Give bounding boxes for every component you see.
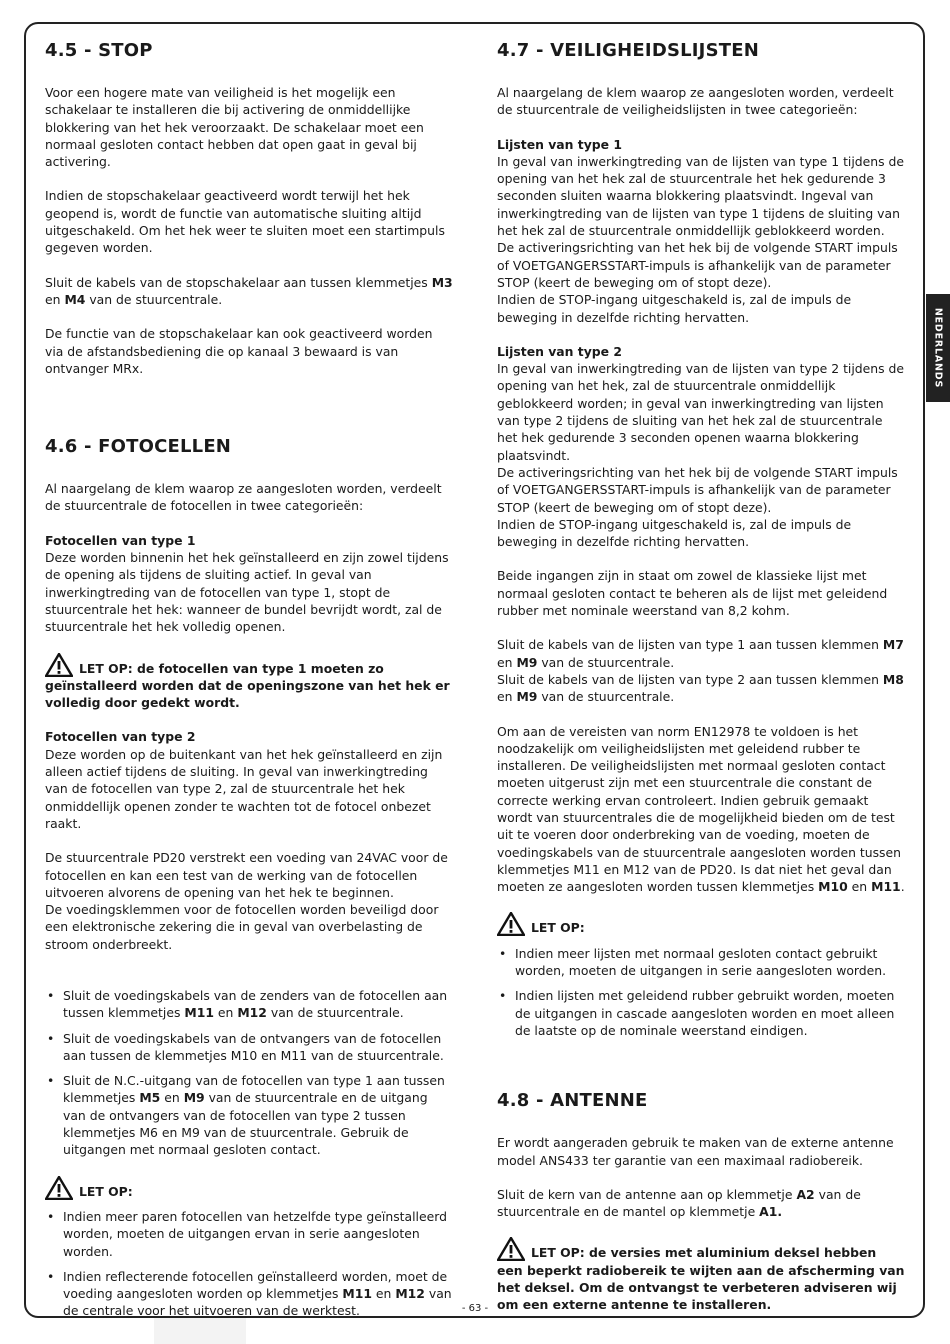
lijsten-warning: LET OP: — [497, 912, 905, 936]
left-column — [45, 40, 453, 1337]
antenne-paragraph-1: Er wordt aangeraden gebruik te maken van de externe antenne model ANS433 ter garantie van een maximaal radiobereik. — [497, 1135, 894, 1168]
stop-paragraph-1: Voor een hogere mate van veiligheid is het mogelijk een schakelaar te installeren die bij activering de onmiddellijke blokkering van het hek veroorzaakt. De schakelaar moet een normaal gesloten contact hebben dat open gaat in geval bij activering. — [45, 85, 424, 170]
fotocellen-warning-2: LET OP: — [45, 1176, 453, 1200]
stop-paragraph-4: De functie van de stopschakelaar kan ook geactiveerd worden via de afstandsbediening die op kanaal 3 bewaard is van ontvanger MRx. — [45, 326, 433, 376]
section-4-5-title: 4.5 - STOP — [45, 40, 153, 61]
warning-icon — [497, 1237, 525, 1261]
section-4-6-title: 4.6 - FOTOCELLEN — [45, 436, 232, 458]
warning-icon — [497, 912, 525, 936]
fotocellen-type1-text: Deze worden binnenin het hek geïnstalleerd en zijn zowel tijdens de opening als tijdens de sluiting actief. In geval van inwerkingtreding van de fotocellen van type 1, stopt de stuurcentrale het hek: wanneer de bundel bevrijdt wordt, zal de stuurcentrale het hek volledig openen. — [45, 550, 449, 635]
language-tab-label: NEDERLANDS — [932, 307, 944, 389]
list-item: • Sluit de N.C.-uitgang van de fotocellen van type 1 aan tussen klemmetjes M5 en M9 van de stuurcentrale en de uitgang van de ontvangers van de fotocellen van type 2 tussen klemmetjes M6 en M9 van de stuurcentrale. Gebruik de uitgangen met normaal gesloten contact. — [45, 1072, 453, 1158]
list-item: • Indien reflecterende fotocellen geïnstalleerd worden, moet de voeding aangesloten worden op klemmetjes M11 en M12 van de centrale voor het uitvoeren van de werktest. — [45, 1268, 453, 1320]
antenne-warning: LET OP: de versies met aluminium deksel hebben een beperkt radiobereik te wijten aan de afscherming van het deksel. Om de ontvangst te verbeteren adviseren wij om een externe antenne te installeren. — [497, 1237, 905, 1313]
lijsten-type2-title: Lijsten van type 2 — [497, 343, 623, 359]
list-item: • Indien meer lijsten met normaal gesloten contact gebruikt worden, moeten de uitgangen in serie aangesloten worden. — [497, 945, 905, 980]
lijsten-intro: Al naargelang de klem waarop ze aangesloten worden, verdeelt de stuurcentrale de veiligheidslijsten in twee categorieën: — [497, 85, 894, 118]
stop-paragraph-2: Indien de stopschakelaar geactiveerd wordt terwijl het hek geopend is, wordt de functie van automatische sluiting altijd uitgeschakeld. Om het hek weer te sluiten moet een startimpuls gegeven worden. — [45, 188, 445, 256]
fotocellen-type2-title: Fotocellen van type 2 — [45, 729, 196, 745]
lijsten-type1-title: Lijsten van type 1 — [497, 136, 623, 152]
lijsten-type1-text: In geval van inwerkingtreding van de lijsten van type 1 tijdens de opening van het hek zal de stuurcentrale het hek gedurende 3 seconden sluiten waarna blokkering plaatsvindt. Ingeval van inwerkingtreding van de lijsten van type 1 tijdens de sluiting van het hek zal de stuurcentrale onmiddellijk geblokkeerd worden. De activeringsrichting van het hek bij de volgende START impuls of VOETGANGERSSTART-impuls is afhankelijk van de parameter STOP (keert de beweging om of stopt deze). Indien de STOP-ingang uitgeschakeld is, zal de impuls de beweging in dezelfde richting hervatten. — [497, 153, 905, 325]
language-tab — [926, 294, 950, 402]
fotocellen-pd20: De stuurcentrale PD20 verstrekt een voeding van 24VAC voor de fotocellen en kan een test van de werking van de fotocellen uitvoeren alvorens de opening van het hek te beginnen. De voedingsklemmen voor de fotocellen worden beveiligd door een elektronische zekering die in geval van overbelasting de stroom onderbreekt. — [45, 850, 448, 952]
warning-icon — [45, 1176, 73, 1200]
list-item: • Indien lijsten met geleidend rubber gebruikt worden, moeten de uitgangen in cascade aangesloten worden en moet alleen de laatste op de nominale weerstand eindigen. — [497, 987, 905, 1039]
list-item: • Sluit de voedingskabels van de ontvangers van de fotocellen aan tussen de klemmetjes M10 en M11 van de stuurcentrale. — [45, 1030, 453, 1065]
right-column — [497, 40, 905, 1331]
fotocellen-type2-text: Deze worden op de buitenkant van het hek geïnstalleerd en zijn alleen actief tijdens de sluiting. In geval van inwerkingtreding van de fotocellen van type 2, zal de stuurcentrale het hek onmiddellijk openen zonder te wachten tot de fotocel onbezet raakt. — [45, 746, 443, 831]
fotocellen-type1-title: Fotocellen van type 1 — [45, 532, 196, 548]
fotocellen-intro: Al naargelang de klem waarop ze aangesloten worden, verdeelt de stuurcentrale de fotocellen in twee categorieën: — [45, 481, 442, 514]
fotocellen-bullet-list — [45, 987, 453, 1159]
warning-icon — [45, 653, 73, 677]
list-item: • Indien meer paren fotocellen van hetzelfde type geïnstalleerd worden, moeten de uitgangen ervan in serie aangesloten worden. — [45, 1208, 453, 1260]
lijsten-klemmen: Sluit de kabels van de lijsten van type 1 aan tussen klemmen M7 en M9 van de stuurcentrale. Sluit de kabels van de lijsten van type 2 aan tussen klemmen M8 en M9 van de stuurcentrale. — [497, 637, 904, 705]
list-item: • Sluit de voedingskabels van de zenders van de fotocellen aan tussen klemmetjes M11 en M12 van de stuurcentrale. — [45, 987, 453, 1022]
lijsten-type2-text: In geval van inwerkingtreding van de lijsten van type 2 tijdens de opening van het hek, zal de stuurcentrale onmiddellijk geblokkeerd worden; in geval van inwerkingtreding van lijsten van type 2 tijdens de sluiting van het hek zal de stuurcentrale het hek gedurende 3 seconden openen waarna blokkering plaatsvindt. De activeringsrichting van het hek bij de volgende START impuls of VOETGANGERSSTART-impuls is afhankelijk van de parameter STOP (keert de beweging om of stopt deze). Indien de STOP-ingang uitgeschakeld is, zal de impuls de beweging in dezelfde richting hervatten. — [497, 361, 905, 550]
page-number: - 63 - — [461, 1303, 489, 1314]
fotocellen-warning-1: LET OP: de fotocellen van type 1 moeten zo geïnstalleerd worden dat de openingszone van het hek er volledig door gedekt wordt. — [45, 653, 453, 712]
bottom-tab-shade — [154, 1318, 246, 1344]
lijsten-beide: Beide ingangen zijn in staat om zowel de klassieke lijst met normaal gesloten contact te beheren als de lijst met geleidend rubber met nominale weerstand van 8,2 kohm. — [497, 568, 888, 619]
section-4-7-title: 4.7 - VEILIGHEIDSLIJSTEN — [497, 40, 759, 61]
stop-paragraph-3: Sluit de kabels van de stopschakelaar aan tussen klemmetjes M3 en M4 van de stuurcentrale. — [45, 274, 453, 307]
lijsten-warning-list — [497, 945, 905, 1039]
antenne-paragraph-2: Sluit de kern van de antenne aan op klemmetje A2 van de stuurcentrale en de mantel op klemmetje A1. — [497, 1186, 861, 1220]
section-4-8-title: 4.8 - ANTENNE — [497, 1090, 648, 1112]
lijsten-norm: Om aan de vereisten van norm EN12978 te voldoen is het noodzakelijk om veiligheidslijsten met geleidend rubber te installeren. De veiligheidslijsten met normaal gesloten contact moeten uitgerust zijn met een stuurcentrale die constant de correcte werking ervan controleert. Indien gebruik gemaakt wordt van stuurcentrales die de mogelijkheid bieden om de test uit te voeren door onderbreking van de voeding, moeten de voedingskabels van de stuurcentrale aangesloten worden tussen klemmetjes M11 en M12 van de PD20. Is dat niet het geval dan moeten ze aangesloten worden tussen klemmetjes M10 en M11. — [497, 723, 905, 895]
